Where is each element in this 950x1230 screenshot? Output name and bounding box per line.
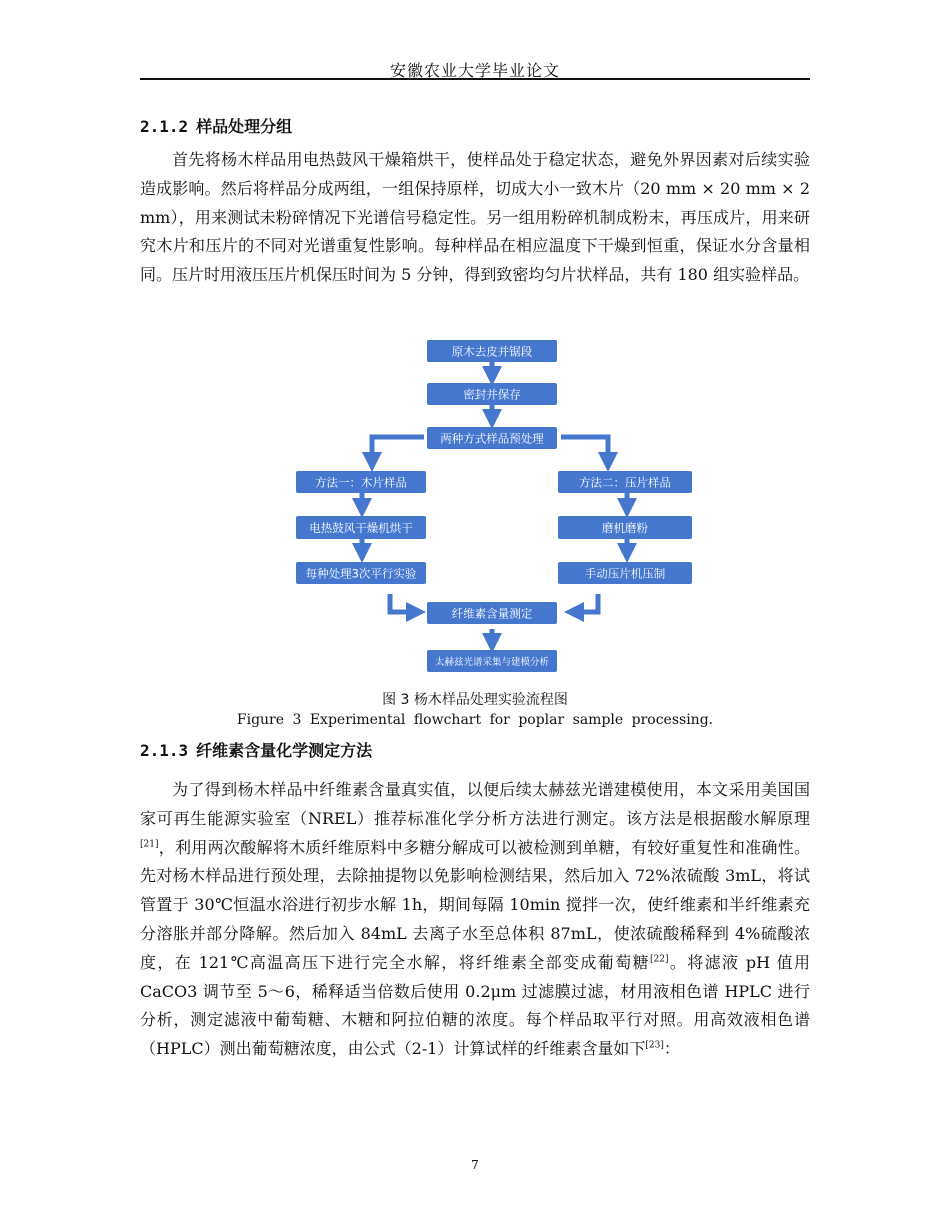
flow-node-right3 (558, 562, 692, 584)
citation-ref: [21] (140, 839, 159, 850)
section-number: 2.1.2 (140, 117, 189, 136)
flow-node-right1-label: 方法二：压片样品 (579, 475, 671, 490)
flow-node-n3 (427, 427, 557, 449)
flow-node-n2-label: 密封并保存 (463, 387, 521, 402)
text-segment: 为了得到杨木样品中纤维素含量真实值，以便后续太赫兹光谱建模使用，本文采用美国国家可再生能源实验室（NREL）推荐标准化学分析方法进行测定。该方法是根据酸水解原理 (140, 780, 810, 828)
text-segment: 。将滤液 pH 值用 CaCO3 调节至 5～6，稀释适当倍数后使用 0.2μm 过滤膜过滤，材用液相色谱 HPLC 进行分析，测定滤液中葡萄糖、木糖和阿拉伯糖的浓度。每个样品取平行对照。用高效液相色谱（HPLC）测出葡萄糖浓度，由公式（2-1）计算试样的纤维素含量如下 (140, 952, 810, 1059)
arrow-n3-right (561, 437, 608, 462)
flow-node-n5 (427, 650, 557, 672)
flow-node-n3-label: 两种方式样品预处理 (440, 431, 544, 446)
running-header: 安徽农业大学毕业论文 (389, 61, 560, 80)
flow-node-left2-label: 电热鼓风干燥机烘干 (309, 521, 413, 535)
flow-node-left3 (296, 562, 426, 584)
flow-node-right2-label: 磨机磨粉 (602, 521, 648, 535)
citation-ref: [22] (649, 954, 669, 965)
section-title: 样品处理分组 (196, 117, 293, 136)
figure-caption-en: Figure 3 Experimental flowchart for poplar sample processing. (236, 712, 714, 728)
flow-node-n1-label: 原木去皮并锯段 (451, 344, 533, 359)
text-segment: ，利用两次酸解将木质纤维原料中多糖分解成可以被检测到单糖，有较好重复性和准确性。先对杨木样品进行预处理，去除抽提物以免影响检测结果，然后加入 72%浓硫酸 3mL，将试管置于 30℃恒温水浴进行初步水解 1h，期间每隔 10min 搅拌一次，使纤维素和半纤维素充分溶胀并部分降解。然后加入 84mL 去离子水至总体积 87mL，使浓硫酸稀释到 4%硫酸浓度，在 121℃高温高压下进行完全水解，将纤维素全部变成葡萄糖 (140, 837, 810, 972)
flow-node-n4 (427, 602, 557, 624)
flow-node-left1-label: 方法一：木片样品 (315, 475, 407, 490)
flow-node-left2 (296, 516, 426, 539)
paragraph-sample-grouping: 首先将杨木样品用电热鼓风干燥箱烘干，使样品处于稳定状态，避免外界因素对后续实验造成影响。然后将样品分成两组，一组保持原样，切成大小一致木片（20 mm × 20 mm × 2 mm），用来测试未粉碎情况下光谱信号稳定性。另一组用粉碎机制成粉末，再压成片，用来研究木片和压片的不同对光谱重复性影响。每种样品在相应温度下干燥到恒重，保证水分含量相同。压片时用液压压片机保压时间为 5 分钟，得到致密均匀片状样品，共有 180 组实验样品。 (140, 150, 810, 285)
flow-node-n2 (427, 383, 557, 405)
flow-node-right3-label: 手动压片机压制 (584, 566, 666, 581)
arrow-right3-n4 (574, 594, 598, 612)
section-number: 2.1.3 (140, 741, 189, 760)
flow-node-n5-label: 太赫兹光谱采集与建模分析 (434, 657, 550, 668)
flow-node-left1 (296, 471, 426, 493)
header-rule (140, 78, 810, 80)
arrow-left3-n4 (390, 594, 416, 612)
section-heading-2-1-3 (140, 738, 372, 761)
section-heading-2-1-2 (140, 114, 292, 137)
flowchart-figure (140, 332, 810, 680)
flow-node-n1 (427, 340, 557, 362)
flow-node-right1 (558, 471, 692, 493)
section-title: 纤维素含量化学测定方法 (196, 741, 373, 760)
flow-node-left3-label: 每种处理3次平行实验 (305, 566, 417, 581)
flow-node-n4-label: 纤维素含量测定 (451, 606, 533, 621)
citation-ref: [23] (645, 1040, 664, 1051)
paragraph-cellulose-method (140, 776, 810, 1064)
page-number: 7 (471, 1158, 479, 1172)
arrow-n3-left (372, 437, 424, 462)
flow-node-right2 (558, 516, 692, 539)
text-segment: ： (663, 1039, 680, 1059)
figure-caption-cn: 图 3 杨木样品处理实验流程图 (382, 692, 568, 708)
